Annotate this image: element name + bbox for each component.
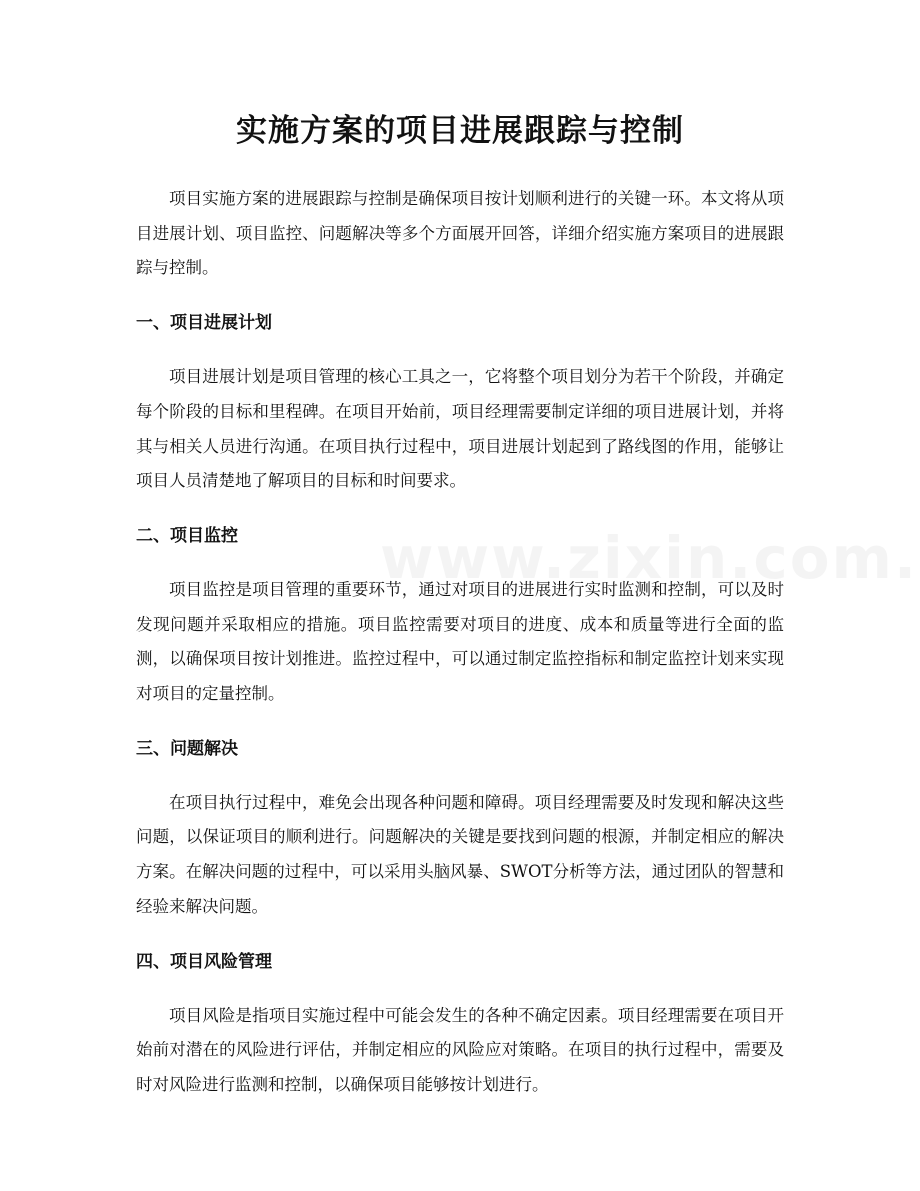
section-heading-2: 二、项目监控 [136,525,238,546]
section-heading-3: 三、问题解决 [136,738,238,759]
page-title: 实施方案的项目进展跟踪与控制 [236,113,684,149]
section-paragraph-2: 项目监控是项目管理的重要环节，通过对项目的进展进行实时监测和控制，可以及时发现问题并采取相应的措施。项目监控需要对项目的进度、成本和质量等进行全面的监测，以确保项目按计划推进。监控过程中，可以通过制定监控指标和制定监控计划来实现对项目的定量控制。 [136,579,784,704]
document-body [136,182,784,1103]
intro-paragraph: 项目实施方案的进展跟踪与控制是确保项目按计划顺利进行的关键一环。本文将从项目进展计划、项目监控、问题解决等多个方面展开回答，详细介绍实施方案项目的进展跟踪与控制。 [136,189,784,278]
section-paragraph-4: 项目风险是指项目实施过程中可能会发生的各种不确定因素。项目经理需要在项目开始前对潜在的风险进行评估，并制定相应的风险应对策略。在项目的执行过程中，需要及时对风险进行监测和控制，以确保项目能够按计划进行。 [136,1005,784,1094]
section-paragraph-1: 项目进展计划是项目管理的核心工具之一，它将整个项目划分为若干个阶段，并确定每个阶段的目标和里程碑。在项目开始前，项目经理需要制定详细的项目进展计划，并将其与相关人员进行沟通。在项目执行过程中，项目进展计划起到了路线图的作用，能够让项目人员清楚地了解项目的目标和时间要求。 [136,367,784,491]
section-heading-4: 四、项目风险管理 [136,951,272,972]
section-paragraph-3: 在项目执行过程中，难免会出现各种问题和障碍。项目经理需要及时发现和解决这些问题，以保证项目的顺利进行。问题解决的关键是要找到问题的根源，并制定相应的解决方案。在解决问题的过程中，可以采用头脑风暴、SWOT分析等方法，通过团队的智慧和经验来解决问题。 [136,792,784,916]
section-heading-1: 一、项目进展计划 [136,313,272,334]
